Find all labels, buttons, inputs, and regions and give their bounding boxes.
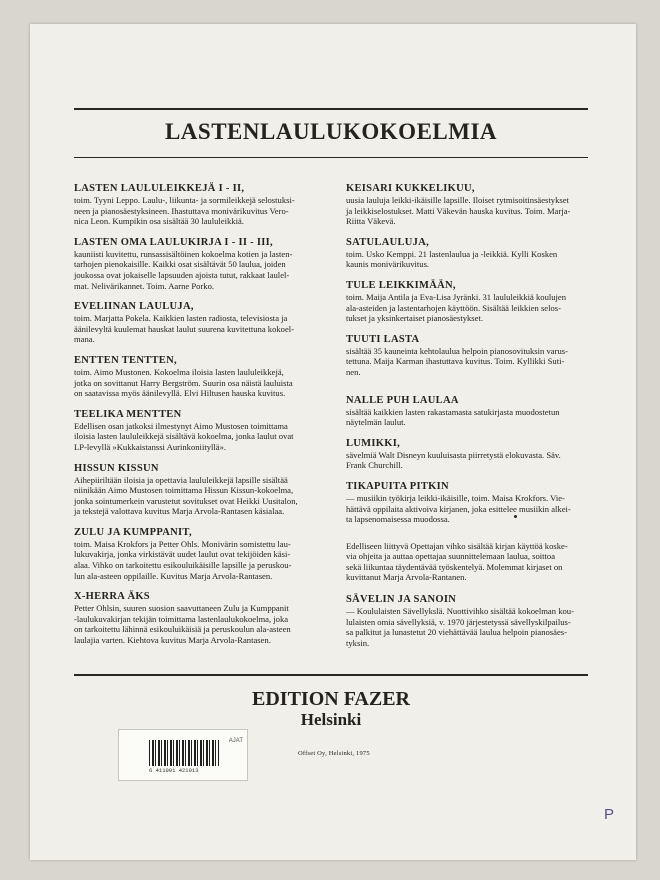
note-line: Edelliseen liittyvä Opettajan vihko sisältää kirjan käyttöä koske- xyxy=(346,540,568,551)
entry-line: jonka sointumerkein varustetut sovitukset ovat Heikki Uusitalon, xyxy=(74,495,298,506)
entry-heading: EVELIINAN LAULUJA, xyxy=(74,301,194,313)
sticker-tag: AJAT xyxy=(228,738,243,744)
barcode-icon xyxy=(149,740,219,766)
entry-line: on tarkoitettu lähinnä esikouluikäisiä ja peruskoulun ala-asteen xyxy=(74,624,291,635)
entry-line: lun ala-asteen oppilaille. Kuvitus Marja Arvola-Rantasen. xyxy=(74,570,273,581)
entry-line: nen. xyxy=(346,366,361,377)
right-column xyxy=(346,182,594,657)
entry-line: toim. Marjatta Pokela. Kaikkien lasten radiosta, televisiosta ja xyxy=(74,313,288,324)
entry-line: alaa. Vihko on tarkoitettu esikouluikäisille lapsille ja peruskou- xyxy=(74,560,292,571)
note-line: via ohjeita ja auttaa opettajaa suunnittelemaan laulua, soittoa xyxy=(346,551,556,562)
entry-line: tyksin. xyxy=(346,637,370,648)
entry-line: LP-levyllä »Kukkaistanssi Aurinkoniityllä». xyxy=(74,441,227,452)
top-rule xyxy=(74,108,588,110)
entry-line: tarhojen pienokaisille. Kaikki osat sisältävät 50 laulua, joiden xyxy=(74,259,286,270)
catalog-entry xyxy=(346,333,594,378)
entry-heading: TEELIKA MENTTEN xyxy=(74,408,182,420)
entry-line: on saatavissa myös äänilevyllä. Elvi Hiltusen hauska kuvitus. xyxy=(74,388,286,399)
note-line: kuvittanut Marja Arvola-Rantanen. xyxy=(346,572,467,583)
entry-heading: LASTEN LAULULEIKKEJÄ I - II, xyxy=(74,183,245,194)
entry-line: nica Leon. Kumpikin osa sisältää 30 laululeikkiä. xyxy=(74,216,244,227)
entry-heading: ZULU JA KUMPPANIT, xyxy=(74,526,192,538)
publisher-city: Helsinki xyxy=(300,710,362,729)
entry-line: toim. Aimo Mustonen. Kokoelma iloisia lasten laululeikkejä, xyxy=(74,366,284,377)
catalog-entry xyxy=(74,236,330,291)
entry-line: äänilevyltä kuulemat hauskat laulut suurena kuvitettuna kokoel- xyxy=(74,323,295,334)
entry-heading: HISSUN KISSUN xyxy=(74,462,159,474)
page-title: LASTENLAULUKOKOELMIA xyxy=(164,119,498,144)
catalog-entry xyxy=(346,236,594,270)
entry-line: jotka on sovittanut Harry Bergström. Suurin osa näistä lauluista xyxy=(74,377,293,388)
catalog-entry xyxy=(346,437,594,471)
entry-line: mat. Nelivärikannet. Toim. Aarne Porko. xyxy=(74,280,215,291)
entry-line: tettuna. Maija Karman ihastuttava kuvitus. Toim. Kyllikki Suti- xyxy=(346,356,565,367)
entry-line: iloisia lasten laululeikkejä sisältävä kokoelma, jonka laulut ovat xyxy=(74,431,294,442)
note-line: sekä liikuntaa täydentävää työskentelyä. Molemmat kirjaset on xyxy=(346,561,563,572)
catalog-entry xyxy=(346,593,594,648)
barcode-sticker xyxy=(118,729,248,781)
entry-heading: TULE LEIKKIMÄÄN, xyxy=(346,279,456,291)
entry-line: Petter Ohlsin, suuren suosion saavuttaneen Zulu ja Kumppanit xyxy=(74,603,289,614)
entry-heading: LUMIKKI, xyxy=(346,437,401,449)
entry-line: neen ja pianosäestyksineen. Ihastuttava monivärikuvitus Vero- xyxy=(74,205,289,216)
catalog-entry xyxy=(74,408,330,453)
entry-line: näytelmän laulut. xyxy=(346,417,406,428)
entry-line: niinikään Aimo Mustosen toimittama Hissun Kissun-kokoelma, xyxy=(74,485,294,496)
entry-line: sa palkitut ja lunastetut 20 viehättävää laulua helpoin pianosäes- xyxy=(346,627,567,638)
catalog-entry xyxy=(346,394,594,428)
entry-line: lukuvakirja, jonka virkistävät uudet laulut ovat tekijöiden käsi- xyxy=(74,549,291,560)
catalog-entry xyxy=(74,354,330,399)
entry-heading: NALLE PUH LAULAA xyxy=(346,394,459,406)
entry-line: kauniisti kuvitettu, runsassisältöinen kokoelma kotien ja lasten- xyxy=(74,248,293,259)
entry-line: toim. Usko Kemppi. 21 lastenlaulua ja -leikkiä. Kylli Kosken xyxy=(346,248,558,259)
entry-line: — Koululaisten Sävellykslä. Nuottivihko sisältää kokoelman kou- xyxy=(346,606,574,617)
entry-line: hättävä oppilaita aktivoiva kirjanen, joka esittelee musiikin alkei- xyxy=(346,503,571,514)
entry-line: sävelmiä Walt Disneyn kuuluisasta piirretystä elokuvasta. Säv. xyxy=(346,449,561,460)
entry-line: — musiikin työkirja leikki-ikäisille, toim. Maisa Krokfors. Vie- xyxy=(346,492,565,503)
entry-line: Frank Churchill. xyxy=(346,460,403,471)
entry-line: toim. Tyyni Leppo. Laulu-, liikunta- ja sormileikkejä selostuksi- xyxy=(74,195,295,205)
entry-line: ja tekstejä valottava kuvitus Marja Arvola-Rantasen käsialaa. xyxy=(74,506,285,517)
catalog-entry xyxy=(74,462,330,517)
catalog-entry xyxy=(346,480,594,525)
entry-line: mana. xyxy=(74,334,95,345)
entry-line: Edellisen osan jatkoksi ilmestynyt Aimo Mustosen toimittama xyxy=(74,420,288,431)
entry-line: ja leikkiselostukset. Matti Väkevän hauska kuvitus. Toim. Marja- xyxy=(346,205,571,216)
entry-line: lulaisten omia sävellyksiä, v. 1970 järjestetyssä sävellyskilpailus- xyxy=(346,616,571,627)
entry-line: joukossa ovat jokaiselle lapsuuden ajoista tutut, rakkaat laulel- xyxy=(74,269,290,280)
entry-heading: SATULAULUJA, xyxy=(346,236,430,248)
catalog-entry xyxy=(74,300,330,345)
catalog-entry xyxy=(346,279,594,324)
catalog-entry xyxy=(74,182,330,227)
entry-heading: X-HERRA ÄKS xyxy=(74,591,150,603)
title-rule xyxy=(74,157,588,158)
printer-imprint: Offset Oy, Helsinki, 1975 xyxy=(298,750,370,757)
entry-line: ta lapsenomaisessa muodossa. xyxy=(346,514,450,525)
entry-heading: TIKAPUITA PITKIN xyxy=(346,480,449,492)
entry-heading: ENTTEN TENTTEN, xyxy=(74,354,177,366)
entry-line: kaunis monivärikuvitus. xyxy=(346,259,430,270)
teacher-booklet-note xyxy=(346,541,594,583)
entry-line: uusia lauluja leikki-ikäisille lapsille. Iloiset rytmisoitinsäestykset xyxy=(346,195,569,205)
entry-heading: SÄVELIN JA SANOIN xyxy=(346,594,457,606)
entry-line: sisältää kaikkien lasten rakastamasta satukirjasta muodostetun xyxy=(346,406,560,417)
entry-line: -laulukuvakirjan tekijän toimittama lastenlaulukokoelma, joka xyxy=(74,613,289,624)
entry-line: Aihepiiriltään iloisia ja opettavia laululeikkejä lapsille sisältää xyxy=(74,474,288,485)
left-column xyxy=(74,182,330,655)
catalog-entry xyxy=(74,590,330,645)
publisher-name: EDITION FAZER xyxy=(252,688,410,710)
entry-line: ala-asteiden ja lastentarhojen käyttöön. Sisältää leikkien selos- xyxy=(346,302,562,313)
print-speck xyxy=(514,515,517,518)
barcode-number: 6 411001 421013 xyxy=(149,767,199,774)
entry-line: Riitta Väkevä. xyxy=(346,216,396,227)
entry-line: toim. Maisa Krokfors ja Petter Ohls. Monivärin somistettu lau- xyxy=(74,538,291,549)
entry-line: laulajia varten. Kiehtova kuvitus Marja Arvola-Rantasen. xyxy=(74,635,271,646)
entry-line: toim. Maija Antila ja Eva-Lisa Jyränki. 31 laululeikkiä koulujen xyxy=(346,291,567,302)
bottom-rule xyxy=(74,674,588,676)
entry-heading: LASTEN OMA LAULUKIRJA I - II - III, xyxy=(74,236,273,248)
entry-heading: TUUTI LASTA xyxy=(346,333,420,345)
catalog-entry xyxy=(346,182,594,227)
catalog-entry xyxy=(74,526,330,581)
entry-line: tukset ja yksinkertaiset pianosäestykset. xyxy=(346,313,483,324)
entry-line: sisältää 35 kauneinta kehtolaulua helpoin pianosovituksin varus- xyxy=(346,345,568,356)
entry-heading: KEISARI KUKKELIKUU, xyxy=(346,183,475,194)
handwritten-mark: P xyxy=(604,806,615,823)
